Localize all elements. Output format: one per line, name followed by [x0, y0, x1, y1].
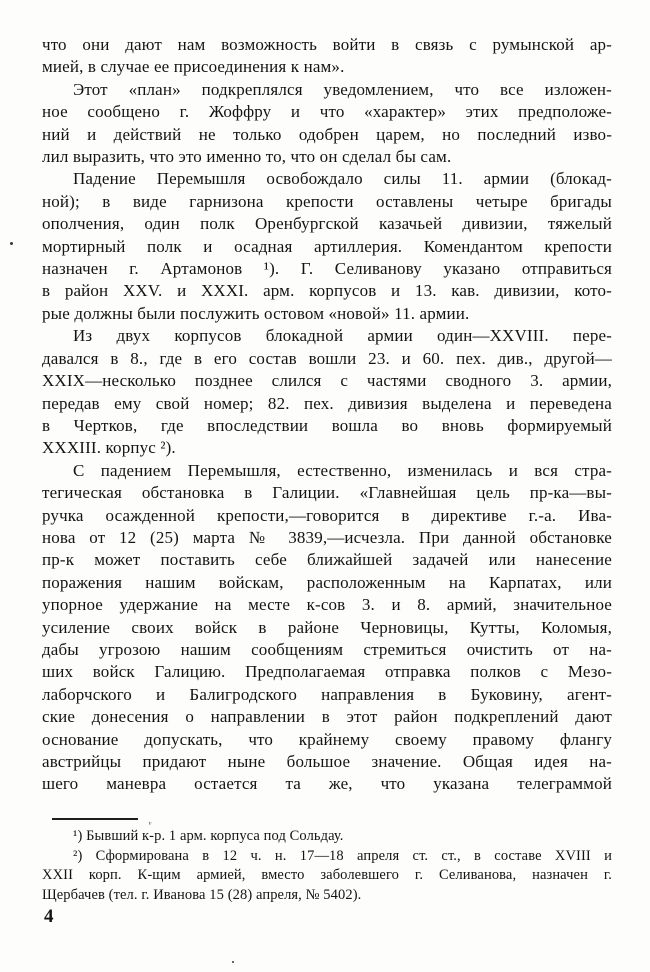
text-line: назначен г. Артамонов ¹). Г. Селиванову указано отправиться [42, 259, 612, 279]
text-paragraph [42, 34, 612, 79]
text-line: ний и действий не только одобрен царем, но последний изво- [42, 124, 612, 144]
text-line: XXIX—несколько позднее слился с частями сводного 3. армии, [42, 371, 612, 391]
footnote-line: Щербачев (тел. г. Иванова 15 (28) апреля, № 5402). [42, 886, 362, 903]
text-paragraph [42, 79, 612, 169]
text-line: ские донесения о направлении в этот район подкреплений дают [42, 707, 612, 727]
text-paragraph [42, 325, 612, 459]
text-line: дабы угрозою нашим сообщениям стремиться очистить от на- [42, 639, 612, 659]
footnotes [42, 827, 612, 905]
text-line: XXXIII. корпус ²). [42, 438, 176, 458]
text-line: давался в 8., где в его состав вошли 23. и 60. пех. див., другой— [42, 348, 612, 368]
footnote-separator-rule [52, 818, 138, 820]
footnote-line: ¹) Бывший к-р. 1 арм. корпуса под Сольдау. [73, 828, 344, 844]
text-line: поражения нашим войскам, расположенным на Карпатах, или [42, 572, 612, 592]
footnote-paragraph [42, 847, 612, 906]
text-line: в район XXV. и XXXI. арм. корпусов и 13. кав. дивизии, кото- [42, 281, 612, 301]
text-paragraph [42, 460, 612, 796]
text-line: ное сообщено г. Жоффру и что «характер» этих предположе- [42, 102, 612, 122]
text-line: мией, в случае ее присоединения к нам». [42, 57, 345, 77]
ink-mark: ᵥ [147, 815, 154, 828]
text-line: Из двух корпусов блокадной армии один—XXVIII. пере- [73, 326, 612, 346]
text-line: австрийцы придают ныне большое значение. Общая идея на- [42, 752, 612, 771]
text-line: лаборчского и Балигродского направления в Буковину, агент- [42, 684, 612, 704]
text-line: основание допускать, что крайнему своему правому флангу [42, 729, 612, 749]
text-line: в Чертков, где впоследствии вошла во вновь формируемый [42, 415, 612, 435]
footnote-paragraph [42, 827, 612, 847]
scan-speck [232, 961, 234, 963]
body-text [42, 34, 612, 796]
text-line: ручка осажденной крепости,—говорится в директиве г.-а. Ива- [42, 505, 612, 525]
text-line: шего маневра остается та же, что указана телеграммой [42, 774, 612, 794]
text-line: С падением Перемышля, естественно, изменилась и вся стра- [73, 460, 612, 480]
text-line: Падение Перемышля освобождало силы 11. армии (блокад- [73, 169, 612, 189]
text-line: нова от 12 (25) марта № 3839,—исчезла. При данной обстановке [42, 527, 612, 547]
text-line: ших войск Галицию. Предполагаемая отправка полков с Мезо- [42, 662, 612, 682]
text-line: упорное удержание на месте к-сов 3. и 8. армий, значительное [42, 595, 612, 615]
text-line: лил выразить, что это именно то, что он сделал бы сам. [42, 147, 452, 167]
text-line: мортирный полк и осадная артиллерия. Комендантом крепости [42, 236, 612, 256]
text-line: усиление своих войск в районе Черновицы, Кутты, Коломыя, [42, 617, 612, 637]
text-line: ополчения, один полк Оренбургской казачьей дивизии, тяжелый [42, 214, 612, 234]
text-line: передав ему свой номер; 82. пех. дивизия выделена и переведена [42, 393, 612, 413]
footnote-line: ²) Сформирована в 12 ч. н. 17—18 апреля ст. ст., в составе XVIII и [73, 847, 612, 864]
page-number: 4 [44, 906, 54, 927]
text-paragraph [42, 168, 612, 325]
text-line: тегическая обстановка в Галиции. «Главнейшая цель пр-ка—вы- [42, 483, 612, 503]
scan-speck [10, 242, 13, 245]
text-line: ной); в виде гарнизона крепости оставлены четыре бригады [42, 191, 612, 211]
text-line: пр-к может поставить себе ближайшей задачей или нанесение [42, 550, 612, 570]
text-line: Этот «план» подкреплялся уведомлением, что все изложен- [73, 79, 612, 99]
footnote-line: XXII корп. К-щим армией, вместо заболевшего г. Селиванова, назначен г. [42, 867, 612, 884]
text-line: что они дают нам возможность войти в связь с румынской ар- [42, 35, 612, 54]
text-line: рые должны были послужить остовом «новой» 11. армии. [42, 303, 470, 323]
